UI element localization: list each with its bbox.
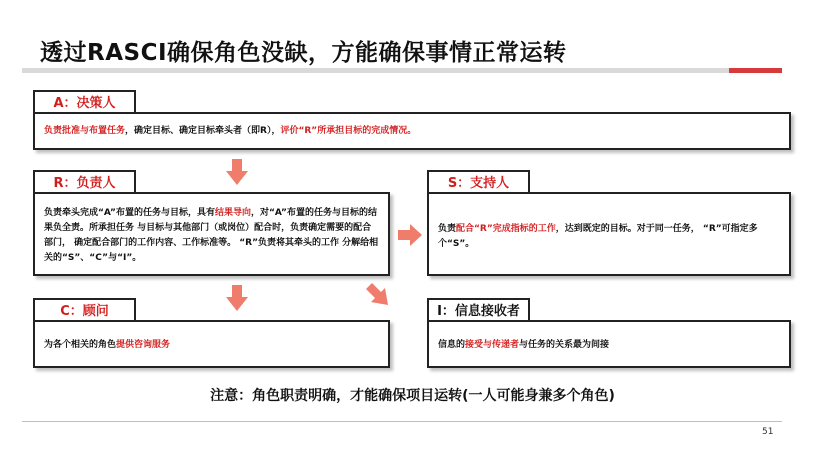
tab-s-supporter: S：支持人	[427, 170, 530, 194]
box-c-text	[44, 338, 380, 353]
box-i-informed	[427, 320, 791, 368]
text-segment: 接受与传递者	[465, 340, 520, 350]
text-segment: 提供咨询服务	[116, 340, 171, 350]
text-segment: ，对“A”布置的任务与目标的结果负全责。所承担任务 与目标与其他部门（或岗位）配合时，负责确定需要的配合部门， 确定配合部门的工作内容、工作标准等。 “R”负责将其牵头的工作 分解给相关的“S”、“C”与“I”。	[44, 208, 379, 263]
box-r-responsible	[33, 192, 390, 276]
box-i-text	[438, 338, 781, 353]
box-a-text	[44, 124, 781, 139]
arrow-right-r-to-s-icon	[398, 224, 422, 246]
text-segment: 负责	[438, 224, 457, 234]
text-segment: 负责牵头完成“A”布置的任务与目标，具有	[44, 208, 215, 218]
tab-r-responsible: R：负责人	[33, 170, 136, 194]
arrow-diagonal-r-to-i-icon	[364, 281, 392, 309]
page-number: 51	[762, 427, 774, 437]
tab-c-consultant: C：顾问	[33, 298, 136, 322]
text-segment: 负责批准与布置任务	[44, 126, 126, 136]
page-title: 透过RASCI确保角色没缺，方能确保事情正常运转	[40, 40, 567, 66]
text-segment: 信息的	[438, 340, 466, 350]
text-segment: ，达到既定的目标。对于同一任务， “R”可指定多个“S”。	[438, 224, 758, 249]
box-c-consultant	[33, 320, 390, 368]
box-s-supporter	[427, 192, 791, 276]
arrow-down-r-to-c-icon	[226, 285, 248, 311]
text-segment: 与任务的关系最为间接	[519, 340, 610, 350]
text-segment: 为各个相关的角色	[44, 340, 117, 350]
tab-i-informed: I：信息接收者	[427, 298, 530, 322]
text-segment: 配合“R”完成指标的工作	[456, 224, 556, 234]
box-r-text	[44, 206, 380, 266]
tab-a-decision-maker: A：决策人	[33, 90, 136, 114]
text-segment: 结果导向	[214, 208, 251, 218]
box-a-decision-maker	[33, 112, 791, 150]
box-s-text	[438, 222, 781, 252]
note-text: 注意：角色职责明确，才能确保项目运转(一人可能身兼多个角色)	[210, 388, 615, 404]
text-segment: 评价“R”所承担目标的完成情况。	[280, 126, 417, 136]
title-underline	[22, 68, 782, 73]
arrow-down-a-to-r-icon	[226, 159, 248, 185]
text-segment: ，确定目标、确定目标牵头者（即R），	[125, 126, 281, 136]
footer-divider	[22, 421, 782, 422]
